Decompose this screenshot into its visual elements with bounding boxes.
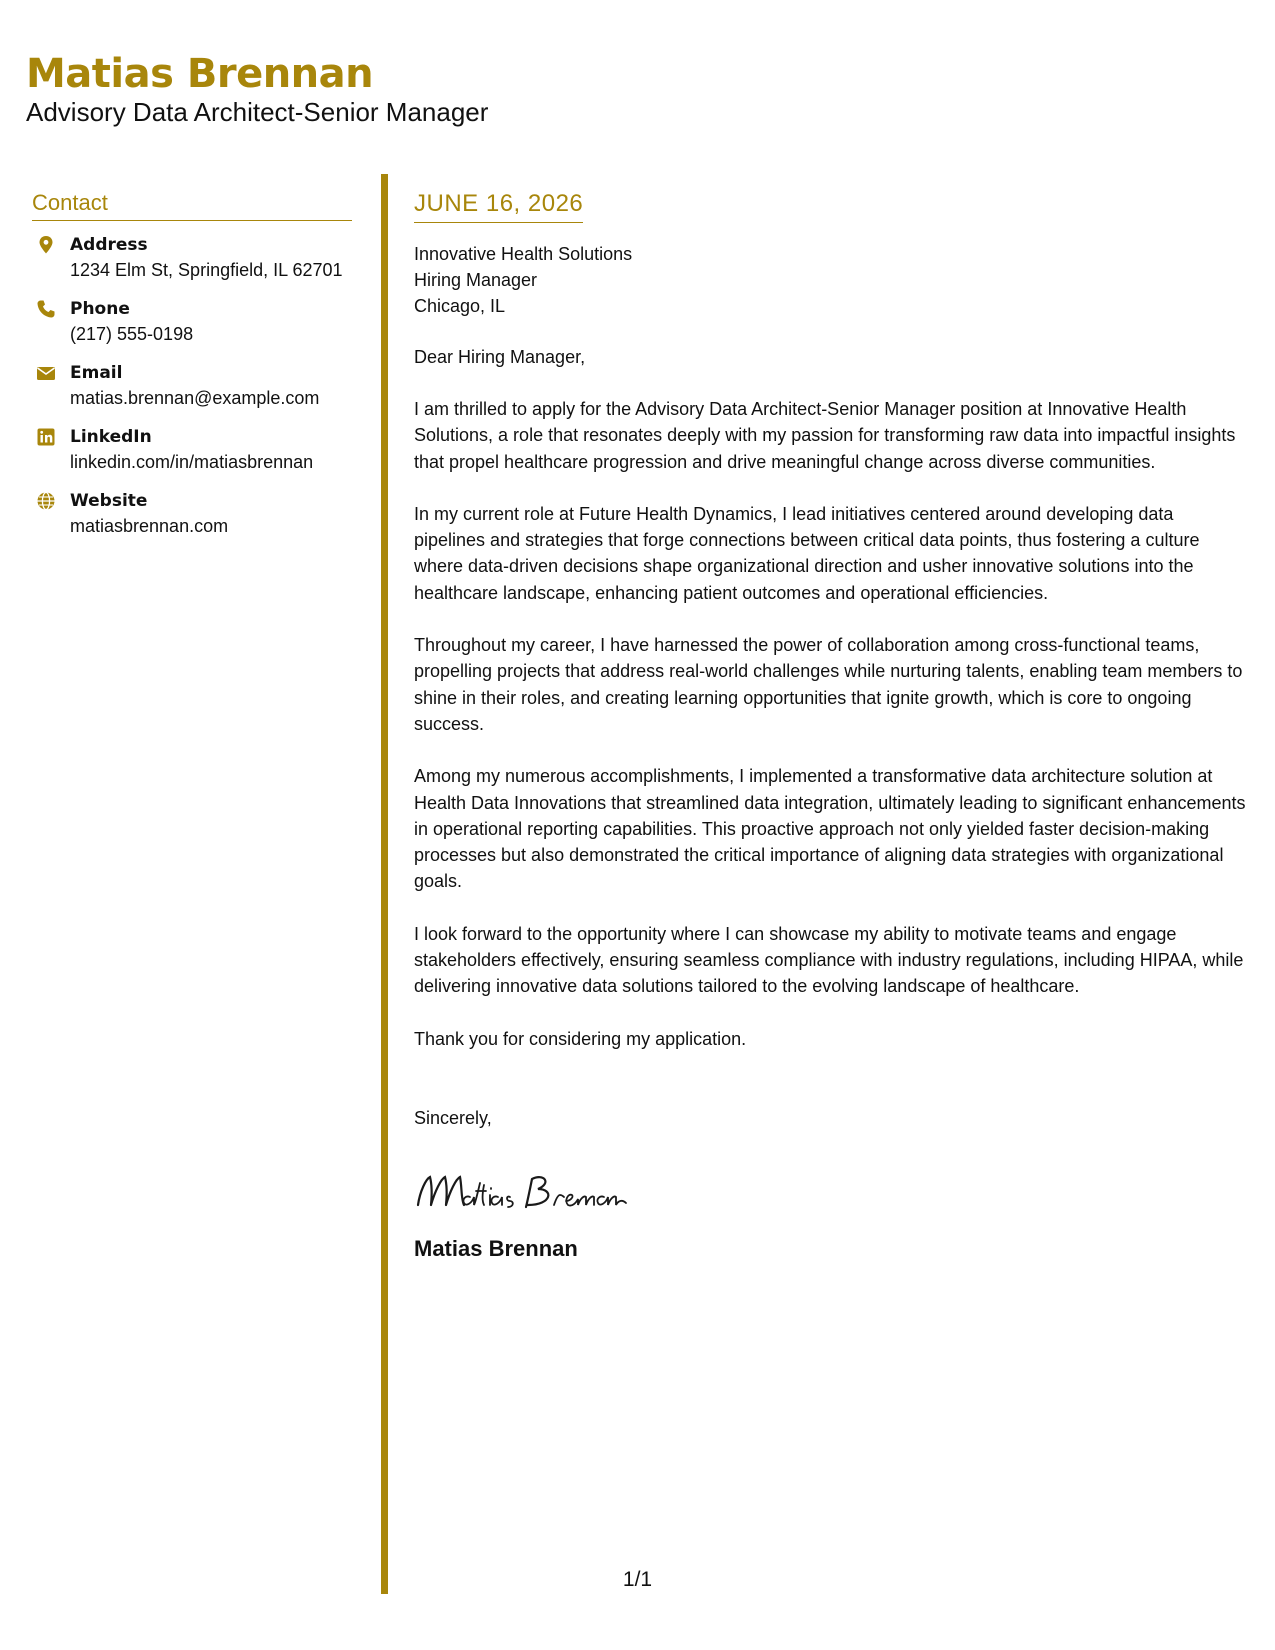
- contact-value: 1234 Elm St, Springfield, IL 62701: [70, 260, 343, 280]
- page-number: 1/1: [622, 1568, 653, 1591]
- recipient-role: Hiring Manager: [414, 270, 538, 290]
- letter-body: [414, 190, 1246, 1264]
- contact-value: matiasbrennan.com: [70, 516, 229, 536]
- letter-date: JUNE 16, 2026: [414, 190, 583, 223]
- thanks-line: Thank you for considering my application.: [414, 1028, 747, 1049]
- contact-label: LinkedIn: [70, 427, 152, 447]
- letter-paragraph: I am thrilled to apply for the Advisory Data Architect-Senior Manager position at Innovative Health Solutions, a role that resonates deeply with my passion for transforming raw data into impactful insights that propel healthcare progression and drive meaningful change across diverse communities.: [414, 399, 1236, 472]
- job-title: Advisory Data Architect-Senior Manager: [26, 97, 489, 127]
- column-divider: [381, 174, 388, 1594]
- contact-label: Website: [70, 491, 148, 511]
- contact-item-address: [32, 233, 352, 283]
- envelope-icon: [36, 363, 56, 383]
- contact-item-website: [32, 489, 352, 539]
- contact-value: linkedin.com/in/matiasbrennan: [70, 452, 314, 472]
- contact-value: (217) 555-0198: [70, 324, 194, 344]
- contact-sidebar: [32, 190, 352, 553]
- recipient-location: Chicago, IL: [414, 296, 506, 316]
- letter-paragraph: Throughout my career, I have harnessed the power of collaboration among cross-functional teams, propelling projects that address real-world challenges while nurturing talents, enabling team members to shine in their roles, and creating learning opportunities that ignite growth, which is core to ongoing success.: [414, 635, 1243, 734]
- contact-label: Email: [70, 363, 123, 383]
- header: [26, 50, 488, 128]
- letter-paragraph: Among my numerous accomplishments, I implemented a transformative data architecture solution at Health Data Innovations that streamlined data integration, ultimately leading to significant enhancements in operational reporting capabilities. This proactive approach not only yielded faster decision-making processes but also demonstrated the critical importance of aligning data strategies with organizational goals.: [414, 766, 1246, 892]
- letter-paragraph: In my current role at Future Health Dynamics, I lead initiatives centered around developing data pipelines and strategies that forge connections between critical data points, thus fostering a culture where data-driven decisions shape organizational direction and usher innovative solutions into the healthcare landscape, enhancing patient outcomes and operational efficiencies.: [414, 503, 1200, 603]
- phone-icon: [36, 299, 56, 319]
- contact-item-phone: [32, 297, 352, 347]
- salutation: Dear Hiring Manager,: [414, 347, 586, 367]
- contact-item-linkedin: [32, 425, 352, 475]
- contact-value: matias.brennan@example.com: [70, 388, 320, 408]
- contact-label: Address: [70, 235, 148, 255]
- handwritten-signature: [414, 1161, 674, 1221]
- applicant-name: Matias Brennan: [26, 51, 374, 97]
- contact-item-email: [32, 361, 352, 411]
- signed-name: Matias Brennan: [414, 1235, 578, 1261]
- closing-line: Sincerely,: [414, 1107, 492, 1128]
- contact-heading: Contact: [32, 190, 352, 221]
- map-pin-icon: [36, 235, 56, 255]
- contact-label: Phone: [70, 299, 130, 319]
- recipient-company: Innovative Health Solutions: [414, 244, 633, 264]
- linkedin-icon: [36, 427, 56, 447]
- letter-paragraph: I look forward to the opportunity where I can showcase my ability to motivate teams and engage stakeholders effectively, ensuring seamless compliance with industry regulations, including HIPAA, while delivering innovative data solutions tailored to the evolving landscape of healthcare.: [414, 923, 1244, 997]
- recipient-block: [414, 241, 1246, 319]
- globe-icon: [36, 491, 56, 511]
